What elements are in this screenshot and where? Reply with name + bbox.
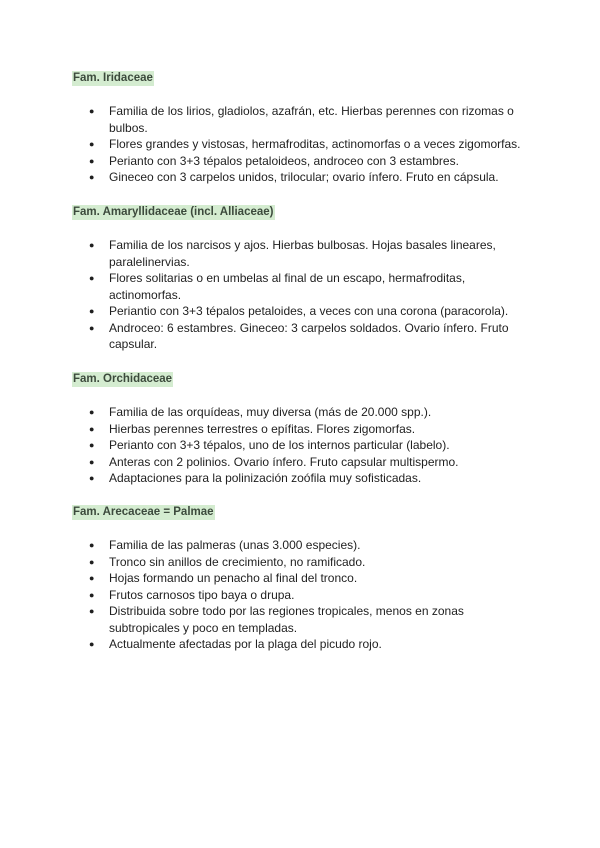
bullet-icon: ● (89, 589, 95, 600)
list-item-text: Tronco sin anillos de crecimiento, no ramificado. (109, 554, 366, 569)
bullet-icon: ● (89, 240, 95, 250)
list-item (0, 136, 529, 153)
bullet-list (0, 237, 600, 353)
bullet-icon: ● (89, 556, 95, 567)
bullet-icon: ● (89, 407, 95, 417)
bullet-icon: ● (89, 440, 95, 450)
list-item (0, 103, 529, 136)
list-item (0, 636, 529, 653)
list-item-text: Familia de las palmeras (unas 3.000 especies). (109, 538, 361, 552)
bullet-icon: ● (89, 155, 95, 166)
bullet-icon: ● (89, 423, 95, 434)
list-item-text: Familia de los narcisos y ajos. Hierbas bulbosas. Hojas basales lineares, paralelinervias. (109, 238, 496, 269)
list-item-text: Familia de los lirios, gladiolos, azafrán, etc. Hierbas perennes con rizomas o bulbos. (109, 104, 514, 135)
list-item-text: Anteras con 2 polinios. Ovario ínfero. Fruto capsular multispermo. (109, 454, 459, 469)
list-item (0, 404, 529, 421)
list-item-text: Gineceo con 3 carpelos unidos, trilocular; ovario ínfero. Fruto en cápsula. (109, 170, 499, 184)
list-item-text: Frutos carnosos tipo baya o drupa. (109, 587, 295, 602)
list-item (0, 437, 529, 454)
list-item-text: Periantio con 3+3 tépalos petaloides, a veces con una corona (paracorola). (109, 304, 509, 318)
list-item (0, 570, 529, 587)
section-heading: Fam. Orchidaceae (73, 373, 173, 385)
bullet-icon: ● (89, 106, 95, 116)
list-item-text: Flores solitarias o en umbelas al final de un escapo, hermafroditas, actinomorfas. (109, 271, 466, 302)
bullet-icon: ● (89, 606, 95, 616)
list-item (0, 537, 529, 554)
list-item (0, 270, 529, 303)
list-item (0, 554, 529, 571)
list-item-text: Perianto con 3+3 tépalos, uno de los internos particular (labelo). (109, 438, 450, 452)
bullet-icon: ● (89, 456, 95, 467)
bullet-icon: ● (89, 322, 95, 333)
section-heading: Fam. Arecaceae = Palmae (73, 506, 214, 518)
bullet-icon: ● (89, 540, 95, 550)
list-item (0, 454, 529, 471)
list-item-text: Distribuida sobre todo por las regiones tropicales, menos en zonas subtropicales y poco en templadas. (109, 604, 464, 635)
bullet-icon: ● (89, 473, 95, 483)
bullet-icon: ● (89, 639, 95, 649)
section-heading: Fam. Iridaceae (73, 72, 153, 84)
bullet-icon: ● (89, 139, 95, 149)
list-item-text: Actualmente afectadas por la plaga del picudo rojo. (109, 637, 382, 651)
list-item-text: Perianto con 3+3 tépalos petaloideos, androceo con 3 estambres. (109, 153, 459, 168)
bullet-list (0, 103, 600, 186)
bullet-list (0, 404, 600, 487)
list-item (0, 320, 529, 353)
bullet-icon: ● (89, 172, 95, 182)
list-item-text: Hierbas perennes terrestres o epífitas. Flores zigomorfas. (109, 421, 416, 436)
list-item (0, 237, 529, 270)
bullet-icon: ● (89, 306, 95, 316)
list-item (0, 603, 529, 636)
list-item-text: Familia de las orquídeas, muy diversa (más de 20.000 spp.). (109, 405, 432, 419)
list-item (0, 169, 529, 186)
list-item-text: Adaptaciones para la polinización zoófila muy sofisticadas. (109, 471, 422, 485)
list-item (0, 587, 529, 604)
list-item-text: Androceo: 6 estambres. Gineceo: 3 carpelos soldados. Ovario ínfero. Fruto capsular. (109, 320, 509, 351)
bullet-icon: ● (89, 573, 95, 583)
bullet-icon: ● (89, 273, 95, 283)
bullet-list (0, 537, 600, 653)
list-item-text: Hojas formando un penacho al final del tronco. (109, 571, 358, 585)
section-heading: Fam. Amaryllidaceae (incl. Alliaceae) (73, 206, 274, 218)
list-item-text: Flores grandes y vistosas, hermafroditas, actinomorfas o a veces zigomorfas. (109, 137, 521, 151)
list-item (0, 303, 529, 320)
list-item (0, 421, 529, 438)
list-item (0, 153, 529, 170)
list-item (0, 470, 529, 487)
